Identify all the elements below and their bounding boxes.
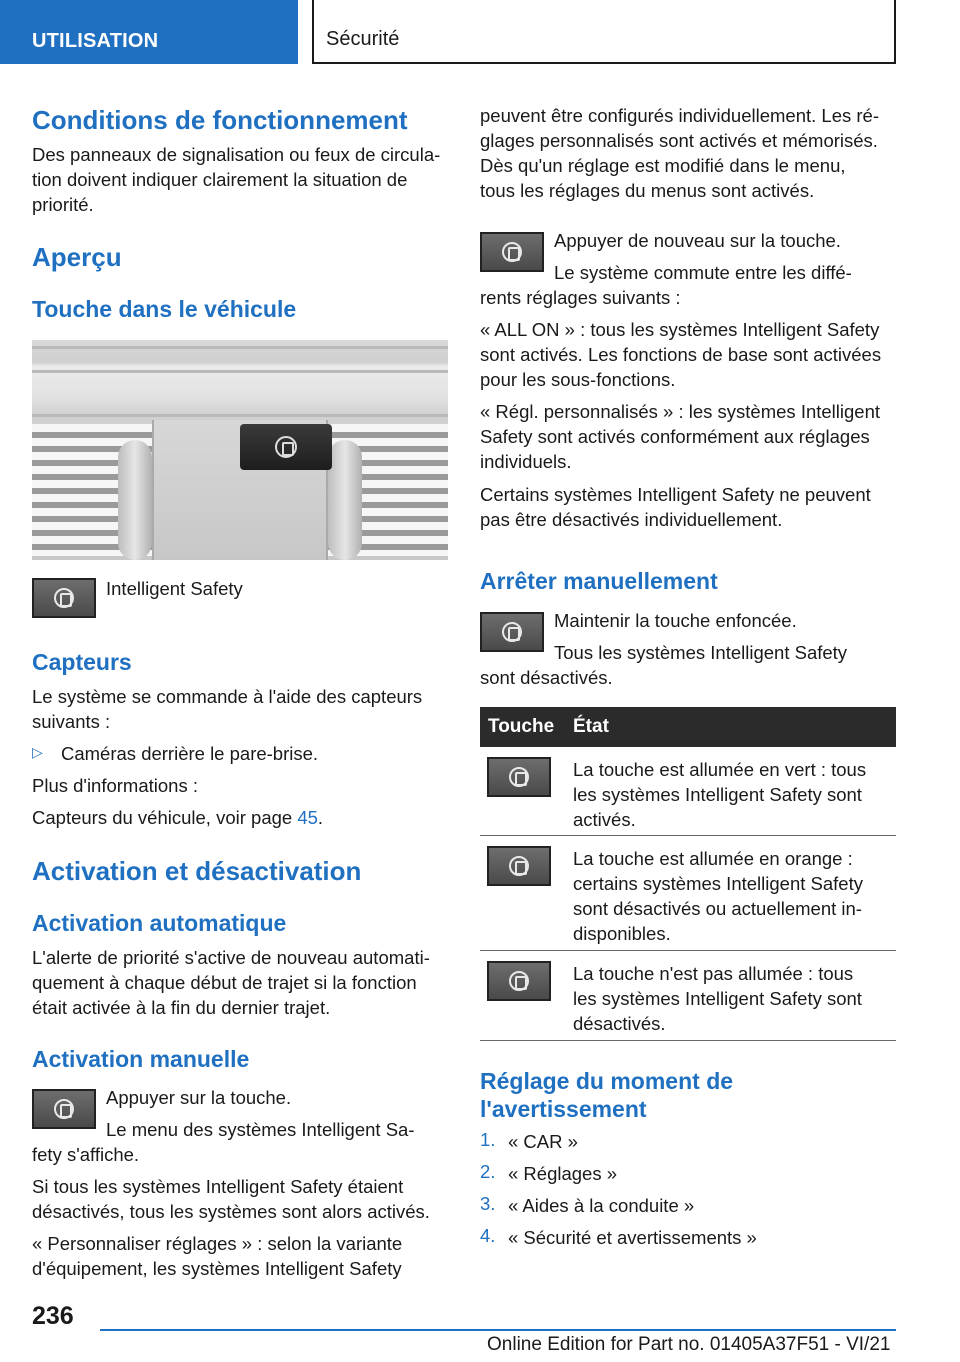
line: pas être désactivés individuellement. bbox=[480, 509, 783, 530]
line: Dès qu'un réglage est modifié dans le menu, bbox=[480, 155, 846, 176]
line: La touche n'est pas allumée : tous bbox=[573, 963, 854, 984]
list-number: 1. bbox=[480, 1129, 496, 1150]
line: peuvent être configurés individuellement. Les ré- bbox=[480, 105, 880, 126]
line: glages personnalisés sont activés et mémorisés. bbox=[480, 130, 878, 151]
line: sont désactivés ou actuellement in- bbox=[573, 898, 862, 919]
table-row bbox=[480, 951, 896, 1041]
heading-capteurs: Capteurs bbox=[32, 649, 132, 675]
paragraph-switch-a: Le système commute entre les diffé- bbox=[554, 262, 852, 283]
table-header bbox=[480, 707, 896, 747]
intelligent-safety-button-image bbox=[480, 232, 544, 272]
paragraph-continued bbox=[480, 103, 896, 203]
page-link[interactable]: 45 bbox=[297, 807, 318, 828]
page-number: 236 bbox=[32, 1302, 74, 1330]
paragraph-maintenir: Maintenir la touche enfoncée. bbox=[554, 610, 797, 631]
bullet-item: Caméras derrière le pare-brise. bbox=[61, 743, 319, 764]
line: Le système se commande à l'aide des capteurs bbox=[32, 686, 423, 707]
line: l'avertissement bbox=[480, 1096, 647, 1122]
line: tous les réglages du menus sont activés. bbox=[480, 180, 815, 201]
line: tion doivent indiquer clairement la situation de bbox=[32, 169, 408, 190]
line: les systèmes Intelligent Safety sont bbox=[573, 988, 862, 1009]
list-number: 4. bbox=[480, 1225, 496, 1246]
line: suivants : bbox=[32, 711, 111, 732]
paragraph-tous-a: Tous les systèmes Intelligent Safety bbox=[554, 642, 848, 663]
table-cell bbox=[573, 846, 891, 946]
trim-line bbox=[32, 346, 448, 349]
column-header-touche: Touche bbox=[488, 716, 555, 737]
line: La touche est allumée en orange : bbox=[573, 848, 853, 869]
paragraph-capteurs-ref bbox=[32, 805, 448, 830]
paragraph-man-2a: Le menu des systèmes Intelligent Sa- bbox=[106, 1119, 415, 1140]
intelligent-safety-button bbox=[240, 424, 332, 470]
heading-touche-vehicule: Touche dans le véhicule bbox=[32, 296, 297, 322]
heading-activation: Activation et désactivation bbox=[32, 856, 362, 886]
button-off-image bbox=[487, 961, 551, 1001]
table-row bbox=[480, 747, 896, 836]
line: désactivés. bbox=[573, 1013, 666, 1034]
list-item: « CAR » bbox=[508, 1131, 578, 1152]
line: était activée à la fin du dernier trajet. bbox=[32, 997, 331, 1018]
intelligent-safety-icon bbox=[509, 856, 529, 876]
ref-text: Capteurs du véhicule, voir page bbox=[32, 807, 293, 828]
list-number: 2. bbox=[480, 1161, 496, 1182]
paragraph-auto bbox=[32, 945, 448, 1020]
line: individuels. bbox=[480, 451, 572, 472]
line: d'équipement, les systèmes Intelligent Safety bbox=[32, 1258, 402, 1279]
paragraph-again: Appuyer de nouveau sur la touche. bbox=[554, 230, 841, 251]
intelligent-safety-icon bbox=[509, 971, 529, 991]
paragraph-plus: Plus d'informations : bbox=[32, 775, 198, 796]
intelligent-safety-icon bbox=[509, 767, 529, 787]
heading-arreter: Arrêter manuellement bbox=[480, 568, 718, 594]
list-item: « Réglages » bbox=[508, 1163, 618, 1184]
vent-knob bbox=[328, 440, 362, 560]
vent-knob bbox=[118, 440, 152, 560]
paragraph-switch-b: rents réglages suivants : bbox=[480, 287, 681, 308]
paragraph-capteurs bbox=[32, 684, 448, 734]
line: « Personnaliser réglages » : selon la variante bbox=[32, 1233, 403, 1254]
line: activés. bbox=[573, 809, 636, 830]
intelligent-safety-icon bbox=[502, 242, 522, 262]
line: Réglage du moment de bbox=[480, 1068, 734, 1094]
line: Safety sont activés conformément aux réglages bbox=[480, 426, 870, 447]
list-item: « Sécurité et avertissements » bbox=[508, 1227, 757, 1248]
line: « Régl. personnalisés » : les systèmes Intelligent bbox=[480, 401, 881, 422]
line: Des panneaux de signalisation ou feux de circula- bbox=[32, 144, 441, 165]
line: désactivés, tous les systèmes sont alors activés. bbox=[32, 1201, 430, 1222]
heading-conditions: Conditions de fonctionnement bbox=[32, 105, 408, 135]
intelligent-safety-button-image bbox=[32, 1089, 96, 1129]
heading-apercu: Aperçu bbox=[32, 242, 122, 272]
line: sont activés. Les fonctions de base sont activées bbox=[480, 344, 882, 365]
paragraph-man-4 bbox=[32, 1231, 448, 1281]
paragraph-regl bbox=[480, 399, 896, 474]
intelligent-safety-icon bbox=[54, 588, 74, 608]
vehicle-button-photo bbox=[32, 340, 448, 560]
button-orange-image bbox=[487, 846, 551, 886]
trim-line bbox=[32, 414, 448, 417]
table-cell bbox=[573, 961, 891, 1036]
paragraph-certains bbox=[480, 482, 896, 532]
column-header-etat: État bbox=[573, 716, 609, 737]
line: pour les sous-fonctions. bbox=[480, 369, 676, 390]
heading-activation-manuelle: Activation manuelle bbox=[32, 1046, 250, 1072]
paragraph-conditions bbox=[32, 142, 448, 217]
line: Certains systèmes Intelligent Safety ne peuvent bbox=[480, 484, 871, 505]
footer-divider bbox=[100, 1329, 896, 1331]
intelligent-safety-icon bbox=[275, 436, 297, 458]
paragraph-man-2b: fety s'affiche. bbox=[32, 1144, 140, 1165]
line: La touche est allumée en vert : tous bbox=[573, 759, 867, 780]
paragraph-all-on bbox=[480, 317, 896, 392]
intelligent-safety-icon bbox=[502, 622, 522, 642]
chapter-title: Sécurité bbox=[312, 0, 896, 64]
bullet-triangle-icon: ▷ bbox=[32, 744, 43, 760]
trim-line bbox=[32, 370, 448, 373]
section-tab: UTILISATION bbox=[0, 0, 298, 64]
table-row bbox=[480, 836, 896, 951]
ref-end: . bbox=[317, 807, 324, 828]
status-table bbox=[480, 707, 896, 1041]
heading-activation-auto: Activation automatique bbox=[32, 910, 287, 936]
intelligent-safety-icon bbox=[54, 1099, 74, 1119]
intelligent-safety-button-image bbox=[32, 578, 96, 618]
line: L'alerte de priorité s'active de nouveau automati- bbox=[32, 947, 430, 968]
line: quement à chaque début de trajet si la fonction bbox=[32, 972, 417, 993]
list-item: « Aides à la conduite » bbox=[508, 1195, 695, 1216]
list-number: 3. bbox=[480, 1193, 496, 1214]
line: les systèmes Intelligent Safety sont bbox=[573, 784, 862, 805]
paragraph-man-1: Appuyer sur la touche. bbox=[106, 1087, 292, 1108]
button-green-image bbox=[487, 757, 551, 797]
line: Si tous les systèmes Intelligent Safety étaient bbox=[32, 1176, 404, 1197]
heading-reglage bbox=[480, 1067, 733, 1123]
table-cell bbox=[573, 757, 891, 832]
paragraph-tous-b: sont désactivés. bbox=[480, 667, 613, 688]
line: disponibles. bbox=[573, 923, 671, 944]
line: « ALL ON » : tous les systèmes Intelligent Safety bbox=[480, 319, 880, 340]
paragraph-man-3 bbox=[32, 1174, 448, 1224]
intelligent-safety-button-image bbox=[480, 612, 544, 652]
edition-text: Online Edition for Part no. 01405A37F51 - VI/21 bbox=[487, 1334, 891, 1355]
line: priorité. bbox=[32, 194, 94, 215]
line: certains systèmes Intelligent Safety bbox=[573, 873, 863, 894]
button-caption: Intelligent Safety bbox=[106, 578, 243, 599]
